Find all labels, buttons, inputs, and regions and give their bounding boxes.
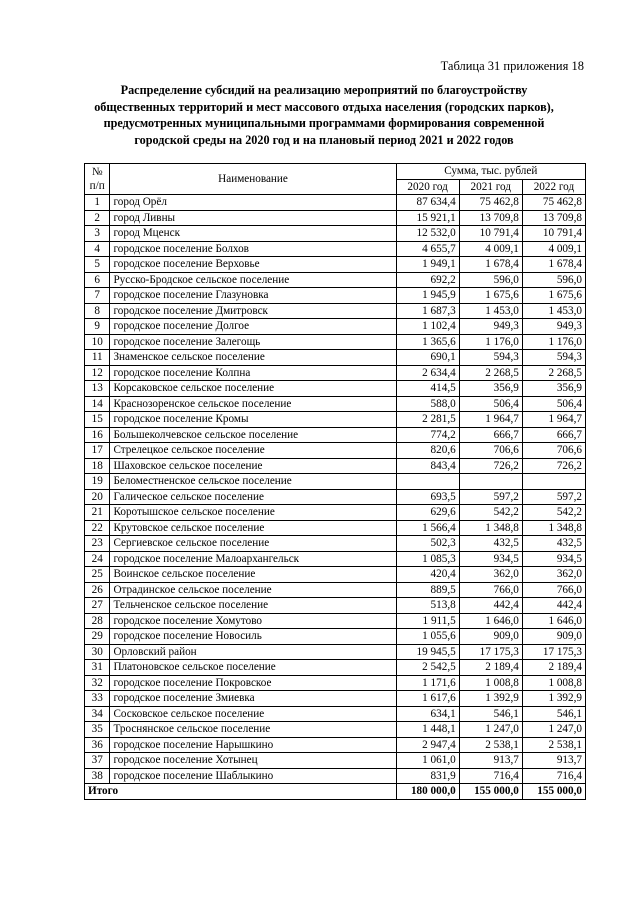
row-number: 14 bbox=[85, 396, 110, 412]
table-row bbox=[85, 706, 586, 722]
row-value-2022: 1 675,6 bbox=[522, 288, 585, 304]
row-name: городское поселение Кромы bbox=[110, 412, 396, 428]
row-value-2020: 634,1 bbox=[396, 706, 459, 722]
row-value-2021 bbox=[459, 474, 522, 490]
table-row bbox=[85, 210, 586, 226]
row-value-2020: 1 055,6 bbox=[396, 629, 459, 645]
row-name: городское поселение Дмитровск bbox=[110, 303, 396, 319]
row-value-2020: 513,8 bbox=[396, 598, 459, 614]
row-value-2022: 2 268,5 bbox=[522, 365, 585, 381]
row-value-2020: 2 947,4 bbox=[396, 737, 459, 753]
row-number: 34 bbox=[85, 706, 110, 722]
row-number: 1 bbox=[85, 195, 110, 211]
row-value-2022: 546,1 bbox=[522, 706, 585, 722]
row-value-2022: 356,9 bbox=[522, 381, 585, 397]
row-number: 23 bbox=[85, 536, 110, 552]
table-reference: Таблица 31 приложения 18 bbox=[440, 59, 584, 73]
table-header-row bbox=[85, 164, 586, 180]
row-value-2021: 1 453,0 bbox=[459, 303, 522, 319]
table-row bbox=[85, 195, 586, 211]
table-row bbox=[85, 350, 586, 366]
row-name: Сосковское сельское поселение bbox=[110, 706, 396, 722]
row-number: 29 bbox=[85, 629, 110, 645]
row-value-2020: 831,9 bbox=[396, 768, 459, 784]
table-row bbox=[85, 629, 586, 645]
row-value-2022: 909,0 bbox=[522, 629, 585, 645]
row-value-2020: 1 566,4 bbox=[396, 520, 459, 536]
row-name: городское поселение Верховье bbox=[110, 257, 396, 273]
column-header-number-line2: п/п bbox=[89, 180, 105, 192]
total-label: Итого bbox=[85, 784, 397, 800]
row-number: 37 bbox=[85, 753, 110, 769]
row-name: городское поселение Глазуновка bbox=[110, 288, 396, 304]
row-value-2021: 706,6 bbox=[459, 443, 522, 459]
row-value-2020: 1 448,1 bbox=[396, 722, 459, 738]
row-value-2021: 442,4 bbox=[459, 598, 522, 614]
table-row bbox=[85, 474, 586, 490]
row-value-2020: 588,0 bbox=[396, 396, 459, 412]
row-value-2021: 10 791,4 bbox=[459, 226, 522, 242]
column-header-sum: Сумма, тыс. рублей bbox=[396, 164, 585, 180]
row-name: Краснозоренское сельское поселение bbox=[110, 396, 396, 412]
row-value-2021: 1 675,6 bbox=[459, 288, 522, 304]
row-value-2022: 542,2 bbox=[522, 505, 585, 521]
row-name: город Ливны bbox=[110, 210, 396, 226]
column-header-2020: 2020 год bbox=[396, 179, 459, 195]
row-value-2021: 356,9 bbox=[459, 381, 522, 397]
subsidy-table bbox=[84, 163, 586, 800]
row-name: Знаменское сельское поселение bbox=[110, 350, 396, 366]
column-header-name: Наименование bbox=[110, 164, 396, 195]
title-line: предусмотренных муниципальными программами формирования современной bbox=[103, 116, 545, 130]
row-number: 31 bbox=[85, 660, 110, 676]
row-value-2022: 4 009,1 bbox=[522, 241, 585, 257]
row-value-2020: 1 949,1 bbox=[396, 257, 459, 273]
row-number: 26 bbox=[85, 582, 110, 598]
row-name: Отрадинское сельское поселение bbox=[110, 582, 396, 598]
row-value-2020 bbox=[396, 474, 459, 490]
row-name: городское поселение Малоархангельск bbox=[110, 551, 396, 567]
table-row bbox=[85, 381, 586, 397]
row-value-2022: 13 709,8 bbox=[522, 210, 585, 226]
table-row bbox=[85, 288, 586, 304]
row-number: 35 bbox=[85, 722, 110, 738]
row-number: 19 bbox=[85, 474, 110, 490]
row-name: городское поселение Болхов bbox=[110, 241, 396, 257]
row-value-2020: 2 542,5 bbox=[396, 660, 459, 676]
title-line: общественных территорий и мест массового отдыха населения (городских парков), bbox=[94, 99, 554, 114]
row-value-2022 bbox=[522, 474, 585, 490]
row-value-2022: 766,0 bbox=[522, 582, 585, 598]
row-value-2020: 1 687,3 bbox=[396, 303, 459, 319]
table-row bbox=[85, 303, 586, 319]
title-line: городской среды на 2020 год и на плановый период 2021 и 2022 годов bbox=[134, 132, 514, 147]
table-row bbox=[85, 660, 586, 676]
row-value-2020: 693,5 bbox=[396, 489, 459, 505]
table-row bbox=[85, 427, 586, 443]
row-value-2020: 1 171,6 bbox=[396, 675, 459, 691]
row-number: 12 bbox=[85, 365, 110, 381]
table-row bbox=[85, 334, 586, 350]
table-row bbox=[85, 582, 586, 598]
table-row bbox=[85, 644, 586, 660]
row-value-2022: 442,4 bbox=[522, 598, 585, 614]
row-value-2021: 1 392,9 bbox=[459, 691, 522, 707]
row-value-2020: 820,6 bbox=[396, 443, 459, 459]
row-value-2021: 1 348,8 bbox=[459, 520, 522, 536]
row-value-2022: 594,3 bbox=[522, 350, 585, 366]
row-value-2022: 1 348,8 bbox=[522, 520, 585, 536]
row-name: городское поселение Новосиль bbox=[110, 629, 396, 645]
row-value-2020: 12 532,0 bbox=[396, 226, 459, 242]
row-value-2021: 726,2 bbox=[459, 458, 522, 474]
row-value-2020: 502,3 bbox=[396, 536, 459, 552]
row-value-2021: 934,5 bbox=[459, 551, 522, 567]
row-number: 38 bbox=[85, 768, 110, 784]
table-row bbox=[85, 691, 586, 707]
row-value-2021: 2 189,4 bbox=[459, 660, 522, 676]
row-name: городское поселение Змиевка bbox=[110, 691, 396, 707]
total-row bbox=[85, 784, 586, 800]
row-value-2021: 1 646,0 bbox=[459, 613, 522, 629]
table-row bbox=[85, 598, 586, 614]
row-number: 5 bbox=[85, 257, 110, 273]
row-value-2021: 2 538,1 bbox=[459, 737, 522, 753]
row-name: город Орёл bbox=[110, 195, 396, 211]
table-row bbox=[85, 272, 586, 288]
table-row bbox=[85, 365, 586, 381]
row-value-2022: 506,4 bbox=[522, 396, 585, 412]
row-name: Воинское сельское поселение bbox=[110, 567, 396, 583]
table-row bbox=[85, 241, 586, 257]
column-header-number bbox=[85, 164, 110, 195]
row-value-2021: 1 678,4 bbox=[459, 257, 522, 273]
table-row bbox=[85, 675, 586, 691]
column-header-number-line1: № bbox=[91, 166, 103, 178]
row-name: Русско-Бродское сельское поселение bbox=[110, 272, 396, 288]
row-name: Шаховское сельское поселение bbox=[110, 458, 396, 474]
table-row bbox=[85, 722, 586, 738]
table-row bbox=[85, 396, 586, 412]
row-name: городское поселение Хотынец bbox=[110, 753, 396, 769]
row-name: Галическое сельское поселение bbox=[110, 489, 396, 505]
table-row bbox=[85, 536, 586, 552]
row-value-2022: 666,7 bbox=[522, 427, 585, 443]
row-name: городское поселение Хомутово bbox=[110, 613, 396, 629]
row-number: 13 bbox=[85, 381, 110, 397]
row-name: Коротышское сельское поселение bbox=[110, 505, 396, 521]
row-value-2020: 420,4 bbox=[396, 567, 459, 583]
row-name: городское поселение Колпна bbox=[110, 365, 396, 381]
table-row bbox=[85, 226, 586, 242]
row-name: городское поселение Долгое bbox=[110, 319, 396, 335]
table-row bbox=[85, 505, 586, 521]
total-2021: 155 000,0 bbox=[459, 784, 522, 800]
row-value-2022: 1 176,0 bbox=[522, 334, 585, 350]
row-value-2020: 19 945,5 bbox=[396, 644, 459, 660]
table-row bbox=[85, 520, 586, 536]
row-value-2022: 1 453,0 bbox=[522, 303, 585, 319]
row-value-2020: 1 945,9 bbox=[396, 288, 459, 304]
total-2020: 180 000,0 bbox=[396, 784, 459, 800]
row-value-2021: 1 247,0 bbox=[459, 722, 522, 738]
row-number: 24 bbox=[85, 551, 110, 567]
row-value-2021: 766,0 bbox=[459, 582, 522, 598]
title-line: Распределение субсидий на реализацию мероприятий по благоустройству bbox=[120, 83, 528, 97]
row-value-2022: 716,4 bbox=[522, 768, 585, 784]
row-value-2020: 690,1 bbox=[396, 350, 459, 366]
table-row bbox=[85, 551, 586, 567]
row-value-2021: 1 176,0 bbox=[459, 334, 522, 350]
table-row bbox=[85, 443, 586, 459]
column-header-2022: 2022 год bbox=[522, 179, 585, 195]
row-value-2021: 949,3 bbox=[459, 319, 522, 335]
row-value-2021: 716,4 bbox=[459, 768, 522, 784]
row-value-2022: 75 462,8 bbox=[522, 195, 585, 211]
row-value-2020: 87 634,4 bbox=[396, 195, 459, 211]
row-value-2020: 2 634,4 bbox=[396, 365, 459, 381]
row-number: 8 bbox=[85, 303, 110, 319]
row-value-2020: 1 085,3 bbox=[396, 551, 459, 567]
row-value-2022: 2 189,4 bbox=[522, 660, 585, 676]
row-value-2021: 546,1 bbox=[459, 706, 522, 722]
row-number: 22 bbox=[85, 520, 110, 536]
row-number: 9 bbox=[85, 319, 110, 335]
row-value-2020: 2 281,5 bbox=[396, 412, 459, 428]
row-value-2022: 432,5 bbox=[522, 536, 585, 552]
table-row bbox=[85, 737, 586, 753]
row-value-2022: 1 964,7 bbox=[522, 412, 585, 428]
table-row bbox=[85, 458, 586, 474]
row-number: 7 bbox=[85, 288, 110, 304]
row-number: 30 bbox=[85, 644, 110, 660]
row-value-2022: 726,2 bbox=[522, 458, 585, 474]
row-value-2022: 2 538,1 bbox=[522, 737, 585, 753]
row-name: Большеколчевское сельское поселение bbox=[110, 427, 396, 443]
row-value-2021: 432,5 bbox=[459, 536, 522, 552]
row-value-2022: 706,6 bbox=[522, 443, 585, 459]
row-value-2020: 414,5 bbox=[396, 381, 459, 397]
row-number: 6 bbox=[85, 272, 110, 288]
row-value-2020: 1 061,0 bbox=[396, 753, 459, 769]
row-number: 21 bbox=[85, 505, 110, 521]
row-value-2021: 913,7 bbox=[459, 753, 522, 769]
row-value-2022: 934,5 bbox=[522, 551, 585, 567]
row-number: 33 bbox=[85, 691, 110, 707]
row-number: 27 bbox=[85, 598, 110, 614]
table-row bbox=[85, 613, 586, 629]
row-value-2022: 597,2 bbox=[522, 489, 585, 505]
row-name: Корсаковское сельское поселение bbox=[110, 381, 396, 397]
row-value-2020: 629,6 bbox=[396, 505, 459, 521]
row-value-2020: 4 655,7 bbox=[396, 241, 459, 257]
row-number: 17 bbox=[85, 443, 110, 459]
row-number: 4 bbox=[85, 241, 110, 257]
document-title bbox=[60, 82, 588, 148]
column-header-2021: 2021 год bbox=[459, 179, 522, 195]
row-value-2020: 692,2 bbox=[396, 272, 459, 288]
row-value-2022: 1 008,8 bbox=[522, 675, 585, 691]
row-value-2021: 1 964,7 bbox=[459, 412, 522, 428]
table-row bbox=[85, 489, 586, 505]
row-value-2021: 542,2 bbox=[459, 505, 522, 521]
row-value-2021: 75 462,8 bbox=[459, 195, 522, 211]
row-value-2021: 4 009,1 bbox=[459, 241, 522, 257]
row-value-2020: 1 102,4 bbox=[396, 319, 459, 335]
row-value-2021: 1 008,8 bbox=[459, 675, 522, 691]
row-number: 16 bbox=[85, 427, 110, 443]
row-value-2022: 949,3 bbox=[522, 319, 585, 335]
row-value-2022: 913,7 bbox=[522, 753, 585, 769]
row-value-2021: 594,3 bbox=[459, 350, 522, 366]
row-name: Троснянское сельское поселение bbox=[110, 722, 396, 738]
row-value-2020: 1 365,6 bbox=[396, 334, 459, 350]
row-value-2021: 596,0 bbox=[459, 272, 522, 288]
row-number: 2 bbox=[85, 210, 110, 226]
row-name: Сергиевское сельское поселение bbox=[110, 536, 396, 552]
row-number: 15 bbox=[85, 412, 110, 428]
row-number: 3 bbox=[85, 226, 110, 242]
row-value-2021: 506,4 bbox=[459, 396, 522, 412]
row-name: городское поселение Покровское bbox=[110, 675, 396, 691]
row-value-2022: 10 791,4 bbox=[522, 226, 585, 242]
row-value-2022: 17 175,3 bbox=[522, 644, 585, 660]
row-value-2020: 15 921,1 bbox=[396, 210, 459, 226]
row-value-2021: 597,2 bbox=[459, 489, 522, 505]
row-value-2022: 596,0 bbox=[522, 272, 585, 288]
row-number: 32 bbox=[85, 675, 110, 691]
row-name: городское поселение Шаблыкино bbox=[110, 768, 396, 784]
row-name: городское поселение Нарышкино bbox=[110, 737, 396, 753]
row-number: 11 bbox=[85, 350, 110, 366]
row-name: Крутовское сельское поселение bbox=[110, 520, 396, 536]
row-value-2020: 1 911,5 bbox=[396, 613, 459, 629]
row-name: Стрелецкое сельское поселение bbox=[110, 443, 396, 459]
row-value-2020: 843,4 bbox=[396, 458, 459, 474]
row-value-2022: 1 247,0 bbox=[522, 722, 585, 738]
table-body bbox=[85, 195, 586, 784]
table-row bbox=[85, 412, 586, 428]
row-value-2021: 909,0 bbox=[459, 629, 522, 645]
table-row bbox=[85, 257, 586, 273]
row-value-2022: 1 392,9 bbox=[522, 691, 585, 707]
row-name: Орловский район bbox=[110, 644, 396, 660]
row-value-2022: 1 646,0 bbox=[522, 613, 585, 629]
table-row bbox=[85, 768, 586, 784]
table-row bbox=[85, 319, 586, 335]
row-name: Беломестненское сельское поселение bbox=[110, 474, 396, 490]
row-number: 20 bbox=[85, 489, 110, 505]
table-row bbox=[85, 567, 586, 583]
row-value-2020: 774,2 bbox=[396, 427, 459, 443]
row-value-2021: 17 175,3 bbox=[459, 644, 522, 660]
row-value-2020: 889,5 bbox=[396, 582, 459, 598]
row-number: 25 bbox=[85, 567, 110, 583]
row-name: город Мценск bbox=[110, 226, 396, 242]
table-row bbox=[85, 753, 586, 769]
row-value-2022: 362,0 bbox=[522, 567, 585, 583]
row-number: 36 bbox=[85, 737, 110, 753]
row-name: Платоновское сельское поселение bbox=[110, 660, 396, 676]
row-value-2020: 1 617,6 bbox=[396, 691, 459, 707]
total-2022: 155 000,0 bbox=[522, 784, 585, 800]
row-value-2021: 2 268,5 bbox=[459, 365, 522, 381]
row-number: 28 bbox=[85, 613, 110, 629]
row-number: 18 bbox=[85, 458, 110, 474]
row-value-2022: 1 678,4 bbox=[522, 257, 585, 273]
row-number: 10 bbox=[85, 334, 110, 350]
row-value-2021: 13 709,8 bbox=[459, 210, 522, 226]
row-name: Тельченское сельское поселение bbox=[110, 598, 396, 614]
row-value-2021: 362,0 bbox=[459, 567, 522, 583]
row-value-2021: 666,7 bbox=[459, 427, 522, 443]
row-name: городское поселение Залегощь bbox=[110, 334, 396, 350]
